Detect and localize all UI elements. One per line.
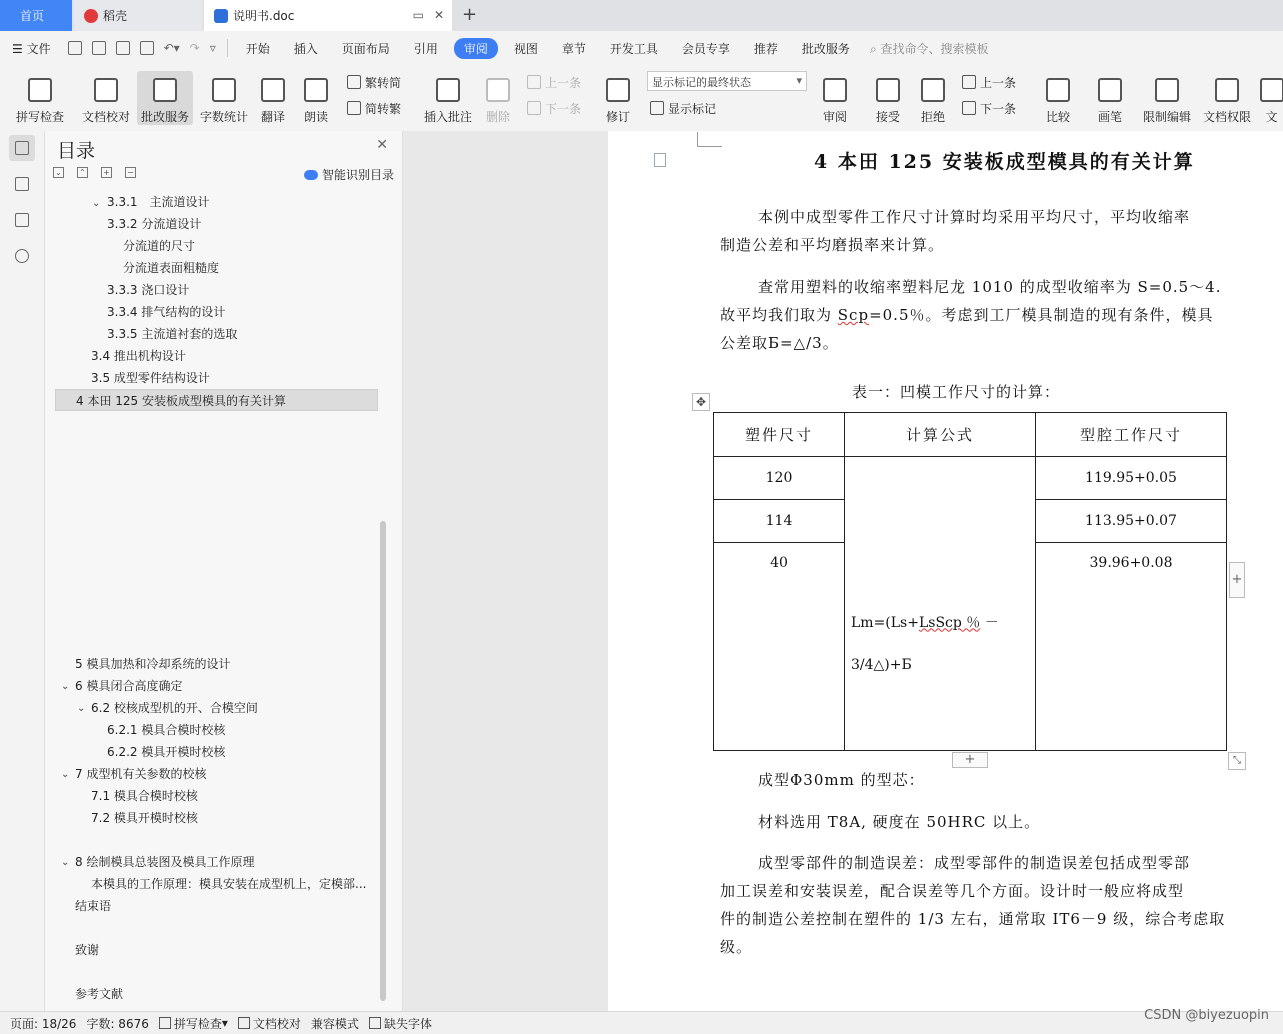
menu-start[interactable]: 开始 (245, 41, 270, 56)
more-icon[interactable]: ▿ (209, 41, 216, 55)
doc-permission-button[interactable]: 文档权限 (1200, 71, 1254, 125)
chapter-nav-button[interactable] (9, 171, 35, 197)
show-markup-button[interactable]: 显示标记 (650, 98, 716, 118)
undo-icon[interactable]: ↶▾ (163, 41, 180, 55)
table-header: 塑件尺寸 (714, 413, 845, 457)
chevron-down-icon[interactable]: ⌄ (61, 857, 70, 868)
monitor-icon[interactable]: ▭ (412, 8, 424, 22)
prev-change-button[interactable]: 上一条 (962, 72, 1016, 92)
checkbox-icon (159, 1017, 171, 1029)
status-spell-check[interactable]: 拼写检查 ▾ (159, 1015, 228, 1032)
table-move-handle[interactable]: ✥ (692, 393, 710, 411)
next-comment-button[interactable]: 下一条 (527, 98, 581, 118)
reject-icon (921, 78, 945, 102)
toc-item[interactable]: 本模具的工作原理：模具安装在成型机上，定模部... (91, 877, 367, 891)
page-corner-mark (697, 132, 722, 147)
prev-comment-button[interactable]: 上一条 (527, 72, 581, 92)
table-cell[interactable]: 113.95+0.07 (1036, 500, 1227, 543)
permission-icon (1215, 78, 1239, 102)
paragraph-line: 级。 (720, 938, 753, 956)
translate-button[interactable]: 翻译 (255, 71, 291, 125)
chevron-down-icon[interactable]: ⌄ (92, 198, 101, 209)
restrict-edit-button[interactable]: 限制编辑 (1140, 71, 1194, 125)
toc-item[interactable]: 3.5 成型零件结构设计 (91, 371, 210, 385)
next-change-icon (962, 101, 976, 115)
review-pane-button[interactable]: 审阅 (816, 71, 854, 125)
toc-item[interactable]: 6.2 校核成型机的开、合模空间 (91, 701, 258, 715)
lock-icon (1155, 78, 1179, 102)
paragraph-line: 成型零部件的制造误差：成型零部件的制造误差包括成型零部 (758, 854, 1191, 872)
toc-scrollbar[interactable] (380, 521, 386, 1001)
toc-title: 目录 (57, 140, 96, 162)
tab-document[interactable]: 说明书.doc ▭ ✕ (204, 0, 452, 31)
menu-correction[interactable]: 批改服务 (801, 41, 850, 56)
tab-bar (0, 0, 1283, 31)
save-icon[interactable] (68, 41, 82, 55)
toc-item[interactable]: 致谢 (75, 943, 100, 957)
doc-check-icon (238, 1017, 250, 1029)
font-icon (369, 1017, 381, 1029)
add-heading-icon[interactable]: + (101, 167, 112, 178)
status-doc-check[interactable]: 文档校对 (238, 1015, 301, 1032)
close-icon[interactable]: ✕ (376, 137, 388, 153)
correction-icon (153, 78, 177, 102)
spell-check-icon (28, 78, 52, 102)
ribbon-review (0, 65, 1283, 132)
markup-icon (650, 101, 664, 115)
delete-comment-button[interactable]: 删除 (480, 71, 516, 125)
toc-item[interactable]: 3.3.2 分流道设计 (107, 217, 202, 231)
table-cell[interactable]: 40 (714, 543, 845, 751)
accept-icon (876, 78, 900, 102)
bookmark-button[interactable] (9, 207, 35, 233)
menu-recommend[interactable]: 推荐 (753, 41, 778, 56)
watermark: CSDN @biyezuopin (1144, 1008, 1269, 1023)
status-bar (0, 1011, 1283, 1034)
compare-button[interactable]: 比较 (1038, 71, 1078, 125)
next-icon (527, 101, 541, 115)
menu-view[interactable]: 视图 (513, 41, 538, 56)
doc-check-icon (94, 78, 118, 102)
next-change-button[interactable]: 下一条 (962, 98, 1016, 118)
reject-button[interactable]: 拒绝 (914, 71, 952, 125)
markup-state-select[interactable]: 显示标记的最终状态 ▾ (647, 71, 807, 91)
toc-item[interactable]: 3.3.5 主流道衬套的选取 (107, 327, 238, 341)
word-count[interactable]: 字数: 8676 (86, 1016, 149, 1031)
doc-icon (1260, 78, 1283, 102)
paragraph-line: 成型Φ30mm 的型芯： (758, 771, 925, 789)
paragraph-line: 制造公差和平均磨损率来计算。 (720, 236, 945, 254)
calculation-table[interactable] (713, 412, 1227, 751)
comment-add-icon (436, 78, 460, 102)
remove-heading-icon[interactable]: − (125, 167, 136, 178)
paragraph-line: 材料选用 T8A, 硬度在 50HRC 以上。 (758, 813, 1041, 831)
prev-change-icon (962, 75, 976, 89)
new-tab-button[interactable]: + (462, 4, 478, 25)
export-icon[interactable] (92, 41, 106, 55)
page-indicator[interactable]: 页面: 18/26 (10, 1016, 77, 1031)
expand-all-icon[interactable]: ⌃ (77, 167, 88, 178)
add-row-button[interactable]: + (952, 752, 988, 768)
paragraph-line: 故平均我们取为 Scp=0.5％。考虑到工厂模具制造的现有条件，模具 (720, 306, 1214, 324)
command-search[interactable]: ⌕ 查找命令、搜索模板 (869, 41, 989, 56)
toc-item[interactable]: 6.2.2 模具开模时校核 (107, 745, 226, 759)
search-icon (15, 249, 29, 263)
toc-item[interactable]: 3.3.1 主流道设计 (107, 195, 210, 209)
translate-icon (261, 78, 285, 102)
compat-mode[interactable]: 兼容模式 (310, 1016, 359, 1031)
track-changes-icon (606, 78, 630, 102)
menu-bar (0, 31, 1283, 65)
word-doc-icon (214, 9, 228, 23)
toc-item[interactable]: 3.3.3 浇口设计 (107, 283, 190, 297)
paragraph-line: 件的制造公差控制在塑件的 1/3 左右，通常取 IT6－9 级，综合考虑取 (720, 910, 1226, 928)
close-icon[interactable]: ✕ (433, 8, 444, 22)
spell-check-button[interactable]: 拼写检查 (8, 71, 72, 125)
doc-check-button[interactable]: 文档校对 (78, 71, 134, 125)
toc-panel-button[interactable] (9, 135, 35, 161)
chevron-down-icon[interactable]: ⌄ (77, 703, 86, 714)
doc-more-button[interactable]: 文 (1260, 71, 1283, 125)
word-count-icon (212, 78, 236, 102)
word-count-button[interactable]: 字数统计 (197, 71, 251, 125)
ai-icon (304, 170, 318, 180)
toc-icon (15, 141, 29, 155)
chapter-icon (15, 177, 29, 191)
menu-layout[interactable]: 页面布局 (341, 41, 390, 56)
insert-comment-button[interactable]: 插入批注 (422, 71, 474, 125)
read-aloud-icon (304, 78, 328, 102)
tab-home[interactable]: 首页 (0, 0, 72, 31)
toc-item-selected[interactable]: 4 本田 125 安装板成型模具的有关计算 (55, 389, 378, 411)
tab-daoke[interactable]: 稻壳 (74, 0, 202, 31)
simp-to-trad-button[interactable]: 简转繁 (347, 98, 401, 118)
read-aloud-button[interactable]: 朗读 (298, 71, 334, 125)
redo-icon[interactable]: ↷ (189, 41, 200, 55)
menu-insert[interactable]: 插入 (293, 41, 318, 56)
chevron-down-icon[interactable]: ⌄ (61, 769, 70, 780)
convert-icon (347, 75, 361, 89)
toc-item[interactable]: 结束语 (75, 899, 112, 913)
comment-delete-icon (486, 78, 510, 102)
missing-font[interactable]: 缺失字体 (369, 1015, 432, 1032)
toc-panel (45, 131, 403, 1011)
search-button[interactable] (9, 243, 35, 269)
section-heading: 4 本田 125 安装板成型模具的有关计算 (814, 151, 1195, 173)
toc-item[interactable]: 7.2 模具开模时校核 (91, 811, 198, 825)
left-rail (0, 131, 45, 1011)
preview-icon[interactable] (140, 41, 154, 55)
pen-icon (1098, 78, 1122, 102)
pen-button[interactable]: 画笔 (1094, 71, 1126, 125)
table-cell[interactable]: 39.96+0.08 (1036, 543, 1227, 751)
toc-item[interactable]: 8 绘制模具总装图及模具工作原理 (75, 855, 255, 869)
table-cell[interactable]: 120 (714, 457, 845, 500)
daoke-icon (84, 9, 98, 23)
smart-toc-button[interactable]: 智能识别目录 (304, 166, 394, 183)
add-column-button[interactable]: + (1229, 562, 1245, 598)
trad-to-simp-button[interactable]: 繁转简 (347, 72, 401, 92)
toc-item[interactable]: 3.3.4 排气结构的设计 (107, 305, 226, 319)
toc-item[interactable]: 6 模具闭合高度确定 (75, 679, 183, 693)
compare-icon (1046, 78, 1070, 102)
prev-icon (527, 75, 541, 89)
paragraph-line: 查常用塑料的收缩率塑料尼龙 1010 的成型收缩率为 S=0.5～4. (758, 278, 1222, 296)
review-pane-icon (823, 78, 847, 102)
menu-review[interactable]: 审阅 (454, 38, 498, 59)
paragraph-line: 公差取Ƃ=△/3。 (720, 334, 839, 352)
paragraph-line: 本例中成型零件工作尺寸计算时均采用平均尺寸，平均收缩率 (758, 208, 1191, 226)
menu-chapter[interactable]: 章节 (561, 41, 586, 56)
toc-item[interactable]: 7.1 模具合模时校核 (91, 789, 198, 803)
toc-item[interactable]: 分流道的尺寸 (123, 239, 196, 253)
track-changes-button[interactable]: 修订 (600, 71, 636, 125)
table-header-row (714, 413, 1227, 457)
table-caption: 表一：凹模工作尺寸的计算： (852, 383, 1061, 401)
formula-cell[interactable]: Lm=(Ls+LsScp ％ － 3/4△)+Ƃ (845, 457, 1036, 751)
toc-item[interactable]: 参考文献 (75, 987, 124, 1001)
toc-item[interactable]: 6.2.1 模具合模时校核 (107, 723, 226, 737)
toc-item[interactable]: 分流道表面粗糙度 (123, 261, 220, 275)
table-resize-handle[interactable]: ⤡ (1228, 752, 1246, 770)
separator (227, 39, 228, 57)
page-view-icon[interactable] (654, 153, 666, 167)
table-cell[interactable]: 119.95+0.05 (1036, 457, 1227, 500)
menu-devtools[interactable]: 开发工具 (609, 41, 658, 56)
print-icon[interactable] (116, 41, 130, 55)
toc-item[interactable]: 5 模具加热和冷却系统的设计 (75, 657, 231, 671)
convert-icon (347, 101, 361, 115)
correction-service-button[interactable]: 批改服务 (137, 71, 193, 125)
accept-button[interactable]: 接受 (869, 71, 907, 125)
table-header: 型腔工作尺寸 (1036, 413, 1227, 457)
menu-member[interactable]: 会员专享 (681, 41, 730, 56)
paragraph-line: 加工误差和安装误差，配合误差等几个方面。设计时一般应将成型 (720, 882, 1185, 900)
bookmark-icon (15, 213, 29, 227)
toc-item[interactable]: 3.4 推出机构设计 (91, 349, 186, 363)
table-row (714, 457, 1227, 500)
chevron-down-icon[interactable]: ⌄ (61, 681, 70, 692)
collapse-all-icon[interactable]: ⌄ (53, 167, 64, 178)
table-cell[interactable]: 114 (714, 500, 845, 543)
toc-item[interactable]: 7 成型机有关参数的校核 (75, 767, 207, 781)
table-header: 计算公式 (845, 413, 1036, 457)
menu-references[interactable]: 引用 (413, 41, 438, 56)
menu-file[interactable]: ☰ 文件 (12, 41, 51, 56)
